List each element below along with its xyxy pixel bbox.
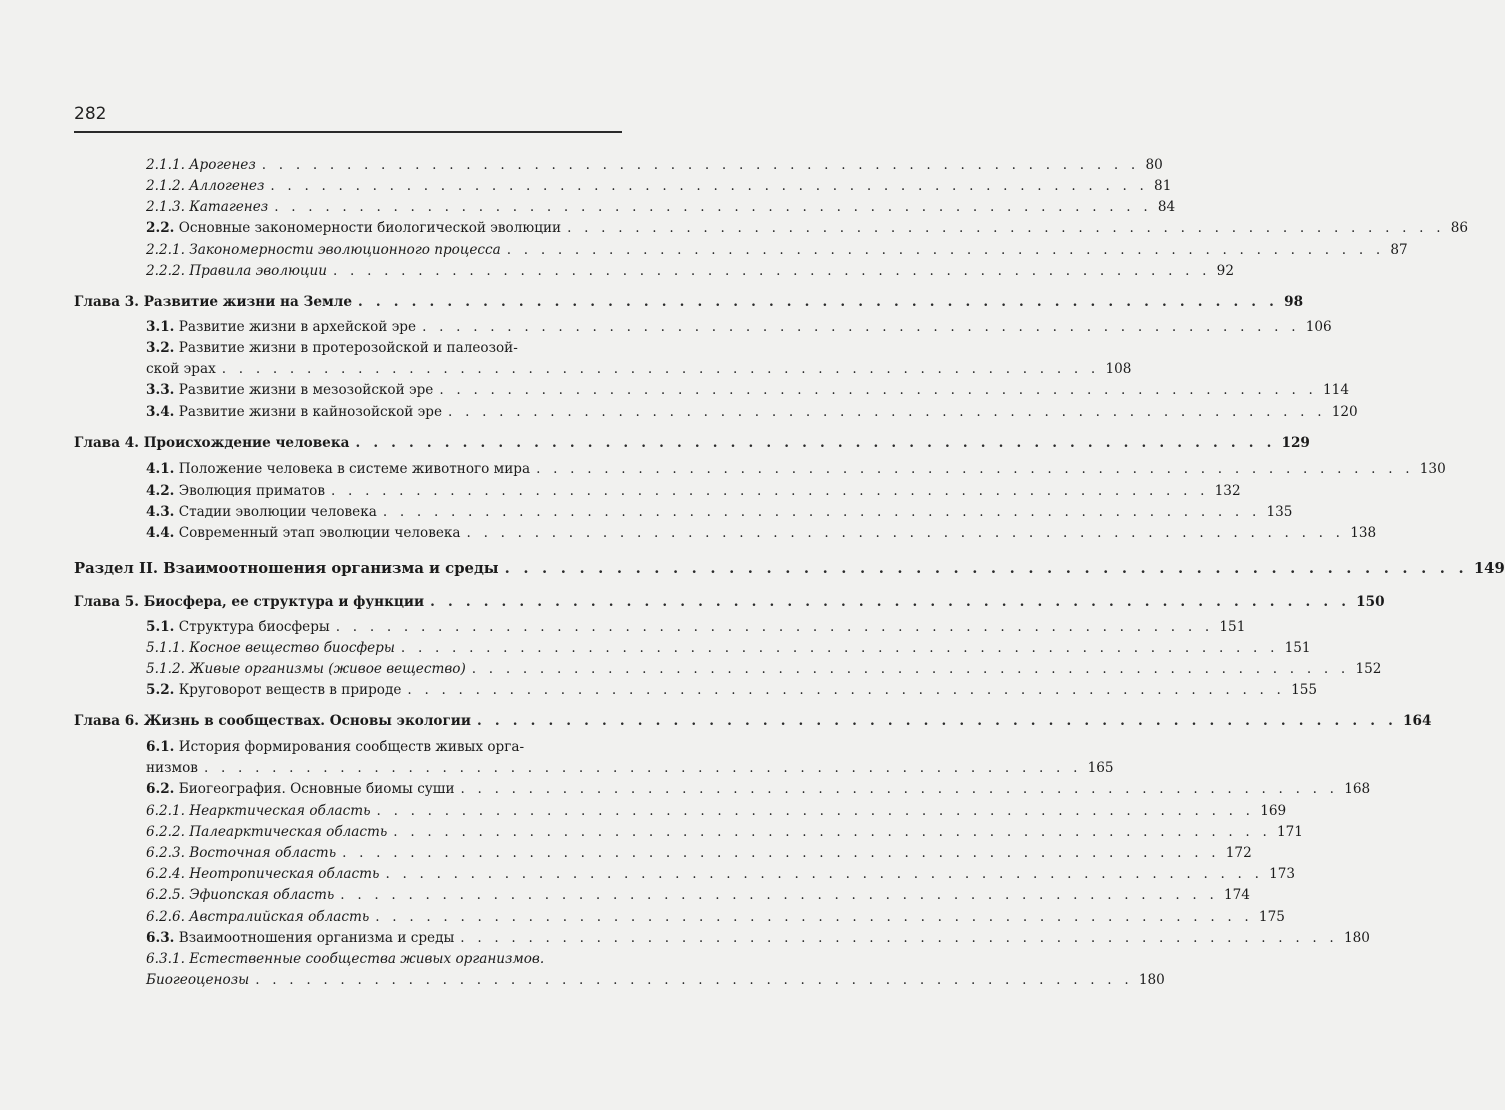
entry-page: 173 (1269, 866, 1296, 882)
toc-entry (146, 779, 1371, 799)
dot-leader: . . . . . . . . . . . . . . . . . . . . . . . . . . . . . . . . . . . . . . . . . . . . . . . . . . . . (471, 661, 1350, 677)
entry-page: 80 (1145, 157, 1163, 173)
toc-entry (146, 338, 622, 358)
entry-page: 151 (1284, 640, 1311, 656)
entry-page: 155 (1291, 682, 1318, 698)
dot-leader: . . . . . . . . . . . . . . . . . . . . . . . . . . . . . . . . . . . . . . . . . . . . . . . . . . . . (333, 263, 1211, 279)
entry-title: Положение человека в системе животного мира (178, 461, 531, 477)
toc-chapter (74, 592, 1385, 612)
entry-title: Австралийская область (189, 909, 370, 925)
chapter-title: Глава 3. Развитие жизни на Земле (74, 294, 353, 310)
entry-page: 92 (1216, 263, 1234, 279)
toc-entry (146, 459, 1446, 479)
entry-title: Эфиопская область (189, 887, 335, 903)
entry-title: История формирования сообществ живых орга- (178, 739, 525, 755)
toc-entry (146, 843, 1252, 863)
toc-entry (146, 801, 1287, 821)
dot-leader: . . . . . . . . . . . . . . . . . . . . . . . . . . . . . . . . . . . . . . . . . . . . . . . . . . . . (376, 803, 1255, 819)
entry-title: Косное вещество биосферы (189, 640, 395, 656)
entry-page: 132 (1214, 483, 1241, 499)
toc-entry (146, 155, 1163, 175)
entry-title: Арогенез (189, 157, 256, 173)
entry-page: 151 (1219, 619, 1246, 635)
toc-entry-continuation (146, 758, 1114, 778)
entry-title-continuation: низмов (146, 760, 198, 776)
entry-title: Стадии эволюции человека (178, 504, 377, 520)
entry-page: 120 (1331, 404, 1358, 420)
toc-entry (146, 240, 1408, 260)
dot-leader: . . . . . . . . . . . . . . . . . . . . . . . . . . . . . . . . . . . . . . . . . . . . . . . . . . . . (255, 972, 1133, 988)
entry-title: Правила эволюции (189, 263, 327, 279)
entry-title: Взаимоотношения организма и среды (178, 930, 455, 946)
dot-leader: . . . . . . . . . . . . . . . . . . . . . . . . . . . . . . . . . . . . . . . . . . . . . . . . . . . . (335, 619, 1214, 635)
header-rule (74, 131, 622, 133)
entry-number: 5.1.2. (146, 661, 185, 677)
entry-page: 168 (1344, 781, 1371, 797)
dot-leader: . . . . . . . . . . . . . . . . . . . . . . . . . . . . . . . . . . . . . . . . . . . . . . . . . . . . (400, 640, 1279, 656)
entry-number: 2.1.2. (146, 178, 185, 194)
entry-page: 138 (1350, 525, 1377, 541)
chapter-title: Глава 4. Происхождение человека (74, 435, 350, 451)
entry-title: Живые организмы (живое вещество) (189, 661, 466, 677)
entry-number: 5.1. (146, 619, 175, 635)
entry-number: 2.1.3. (146, 199, 185, 215)
toc-entry (146, 885, 1250, 905)
dot-leader: . . . . . . . . . . . . . . . . . . . . . . . . . . . . . . . . . . . . . . . . . . . . . . . . . . . . (358, 294, 1279, 310)
entry-number: 4.3. (146, 504, 175, 520)
toc-entry (146, 218, 1469, 238)
entry-title: Основные закономерности биологической эволюции (178, 220, 562, 236)
toc-entry (146, 197, 1176, 217)
entry-number: 6.2.4. (146, 866, 185, 882)
toc-entry (146, 864, 1296, 884)
entry-number: 6.2. (146, 781, 175, 797)
entry-title: Развитие жизни в кайнозойской эре (178, 404, 443, 420)
toc-entry-continuation (146, 970, 1165, 990)
dot-leader: . . . . . . . . . . . . . . . . . . . . . . . . . . . . . . . . . . . . . . . . . . . . . . . . . . . . (536, 461, 1414, 477)
toc-entry (146, 907, 1285, 927)
entry-number: 6.3.1. (146, 951, 185, 967)
entry-number: 5.2. (146, 682, 175, 698)
chapter-title: Глава 5. Биосфера, ее структура и функции (74, 594, 425, 610)
entry-page: 180 (1343, 930, 1370, 946)
chapter-page: 129 (1281, 435, 1310, 451)
toc-chapter (74, 711, 1432, 731)
dot-leader: . . . . . . . . . . . . . . . . . . . . . . . . . . . . . . . . . . . . . . . . . . . . . . . . . . . . (448, 404, 1326, 420)
entry-page: 106 (1305, 319, 1332, 335)
dot-leader: . . . . . . . . . . . . . . . . . . . . . . . . . . . . . . . . . . . . . . . . . . . . . . . . . . . . (330, 483, 1209, 499)
entry-page: 81 (1154, 178, 1172, 194)
entry-page: 174 (1223, 887, 1250, 903)
entry-number: 2.1.1. (146, 157, 185, 173)
entry-page: 84 (1157, 199, 1176, 215)
entry-number: 6.1. (146, 739, 175, 755)
entry-number: 3.3. (146, 382, 175, 398)
entry-title: Структура биосферы (178, 619, 330, 635)
entry-number: 4.1. (146, 461, 175, 477)
dot-leader: . . . . . . . . . . . . . . . . . . . . . . . . . . . . . . . . . . . . . . . . . . . . . . . . . . . . (476, 713, 1398, 729)
entry-title: Закономерности эволюционного процесса (189, 242, 501, 258)
entry-title: Развитие жизни в мезозойской эре (178, 382, 434, 398)
entry-page: 86 (1450, 220, 1469, 236)
chapter-page: 98 (1284, 294, 1304, 310)
toc-chapter (74, 292, 1304, 312)
entry-number: 2.2.2. (146, 263, 185, 279)
chapter-title: Глава 6. Жизнь в сообществах. Основы экологии (74, 713, 471, 729)
dot-leader: . . . . . . . . . . . . . . . . . . . . . . . . . . . . . . . . . . . . . . . . . . . . . . . . . . . . (385, 866, 1264, 882)
entry-title: Круговорот веществ в природе (178, 682, 402, 698)
toc-entry (146, 638, 1311, 658)
toc-entry (146, 680, 1318, 700)
entry-number: 6.2.2. (146, 824, 185, 840)
chapter-page: 164 (1403, 713, 1432, 729)
entry-number: 3.2. (146, 340, 175, 356)
dot-leader: . . . . . . . . . . . . . . . . . . . . . . . . . . . . . . . . . . . . . . . . . . . . . . . . . . . . (506, 242, 1385, 258)
toc-entry (146, 261, 1234, 281)
dot-leader: . . . . . . . . . . . . . . . . . . . . . . . . . . . . . . . . . . . . . . . . . . . . . . . . . . . . (504, 560, 1468, 577)
dot-leader: . . . . . . . . . . . . . . . . . . . . . . . . . . . . . . . . . . . . . . . . . . . . . . . . . . . . (342, 845, 1220, 861)
entry-title: Биогеография. Основные биомы суши (178, 781, 455, 797)
entry-number: 4.2. (146, 483, 175, 499)
entry-title-continuation: Биогеоценозы (146, 972, 250, 988)
dot-leader: . . . . . . . . . . . . . . . . . . . . . . . . . . . . . . . . . . . . . . . . . . . . . . . . . . . . (261, 157, 1140, 173)
dot-leader: . . . . . . . . . . . . . . . . . . . . . . . . . . . . . . . . . . . . . . . . . . . . . . . . . . . . (407, 682, 1286, 698)
entry-number: 6.3. (146, 930, 175, 946)
entry-number: 6.2.1. (146, 803, 185, 819)
entry-page: 171 (1276, 824, 1303, 840)
entry-page: 135 (1266, 504, 1293, 520)
entry-title: Развитие жизни в архейской эре (178, 319, 417, 335)
entry-title-continuation: ской эрах (146, 361, 216, 377)
entry-page: 87 (1390, 242, 1408, 258)
entry-number: 2.2. (146, 220, 175, 236)
dot-leader: . . . . . . . . . . . . . . . . . . . . . . . . . . . . . . . . . . . . . . . . . . . . . . . . . . . . (274, 199, 1152, 215)
dot-leader: . . . . . . . . . . . . . . . . . . . . . . . . . . . . . . . . . . . . . . . . . . . . . . . . . . . . (270, 178, 1149, 194)
toc-entry (146, 822, 1303, 842)
entry-page: 169 (1260, 803, 1287, 819)
entry-title: Катагенез (189, 199, 269, 215)
toc-entry (146, 737, 622, 757)
page-number: 282 (74, 104, 107, 124)
entry-number: 4.4. (146, 525, 175, 541)
entry-number: 6.2.6. (146, 909, 185, 925)
entry-number: 5.1.1. (146, 640, 185, 656)
dot-leader: . . . . . . . . . . . . . . . . . . . . . . . . . . . . . . . . . . . . . . . . . . . . . . . . . . . . (567, 220, 1445, 236)
toc-entry (146, 949, 622, 969)
toc-entry-continuation (146, 359, 1132, 379)
dot-leader: . . . . . . . . . . . . . . . . . . . . . . . . . . . . . . . . . . . . . . . . . . . . . . . . . . . . (375, 909, 1253, 925)
entry-title: Аллогенез (189, 178, 265, 194)
toc-entry (146, 617, 1246, 637)
toc-entry (146, 523, 1377, 543)
dot-leader: . . . . . . . . . . . . . . . . . . . . . . . . . . . . . . . . . . . . . . . . . . . . . . . . . . . . (393, 824, 1271, 840)
entry-page: 180 (1138, 972, 1165, 988)
entry-title: Восточная область (189, 845, 337, 861)
dot-leader: . . . . . . . . . . . . . . . . . . . . . . . . . . . . . . . . . . . . . . . . . . . . . . . . . . . . (203, 760, 1082, 776)
entry-title: Палеарктическая область (189, 824, 388, 840)
dot-leader: . . . . . . . . . . . . . . . . . . . . . . . . . . . . . . . . . . . . . . . . . . . . . . . . . . . . (430, 594, 1351, 610)
entry-title: Современный этап эволюции человека (178, 525, 461, 541)
dot-leader: . . . . . . . . . . . . . . . . . . . . . . . . . . . . . . . . . . . . . . . . . . . . . . . . . . . . (460, 781, 1339, 797)
toc-entry (146, 928, 1370, 948)
chapter-page: 150 (1356, 594, 1385, 610)
dot-leader: . . . . . . . . . . . . . . . . . . . . . . . . . . . . . . . . . . . . . . . . . . . . . . . . . . . . (460, 930, 1338, 946)
toc-entry (146, 380, 1349, 400)
entry-page: 108 (1105, 361, 1132, 377)
dot-leader: . . . . . . . . . . . . . . . . . . . . . . . . . . . . . . . . . . . . . . . . . . . . . . . . . . . . (422, 319, 1300, 335)
dot-leader: . . . . . . . . . . . . . . . . . . . . . . . . . . . . . . . . . . . . . . . . . . . . . . . . . . . . (355, 435, 1276, 451)
entry-page: 165 (1087, 760, 1114, 776)
entry-number: 6.2.5. (146, 887, 185, 903)
dot-leader: . . . . . . . . . . . . . . . . . . . . . . . . . . . . . . . . . . . . . . . . . . . . . . . . . . . . (340, 887, 1218, 903)
entry-number: 6.2.3. (146, 845, 185, 861)
toc-chapter (74, 433, 1310, 453)
entry-page: 130 (1419, 461, 1446, 477)
toc-entry (146, 317, 1332, 337)
dot-leader: . . . . . . . . . . . . . . . . . . . . . . . . . . . . . . . . . . . . . . . . . . . . . . . . . . . . (466, 525, 1345, 541)
entry-title: Естественные сообщества живых организмов. (189, 951, 545, 967)
dot-leader: . . . . . . . . . . . . . . . . . . . . . . . . . . . . . . . . . . . . . . . . . . . . . . . . . . . . (221, 361, 1100, 377)
toc-section (74, 559, 1505, 579)
entry-page: 175 (1258, 909, 1285, 925)
entry-number: 2.2.1. (146, 242, 185, 258)
dot-leader: . . . . . . . . . . . . . . . . . . . . . . . . . . . . . . . . . . . . . . . . . . . . . . . . . . . . (439, 382, 1318, 398)
entry-title: Неотропическая область (189, 866, 380, 882)
toc-entry (146, 481, 1241, 501)
toc-entry (146, 659, 1382, 679)
toc-entry (146, 176, 1172, 196)
entry-title: Развитие жизни в протерозойской и палеозой- (178, 340, 518, 356)
entry-number: 3.1. (146, 319, 175, 335)
entry-page: 152 (1355, 661, 1382, 677)
dot-leader: . . . . . . . . . . . . . . . . . . . . . . . . . . . . . . . . . . . . . . . . . . . . . . . . . . . . (382, 504, 1261, 520)
entry-title: Неарктическая область (189, 803, 371, 819)
entry-title: Эволюция приматов (178, 483, 325, 499)
section-title: Раздел II. Взаимоотношения организма и среды (74, 560, 499, 577)
section-page: 149 (1473, 560, 1505, 577)
toc-entry (146, 502, 1293, 522)
toc-entry (146, 402, 1358, 422)
entry-page: 114 (1323, 382, 1349, 398)
entry-number: 3.4. (146, 404, 175, 420)
entry-page: 172 (1225, 845, 1252, 861)
